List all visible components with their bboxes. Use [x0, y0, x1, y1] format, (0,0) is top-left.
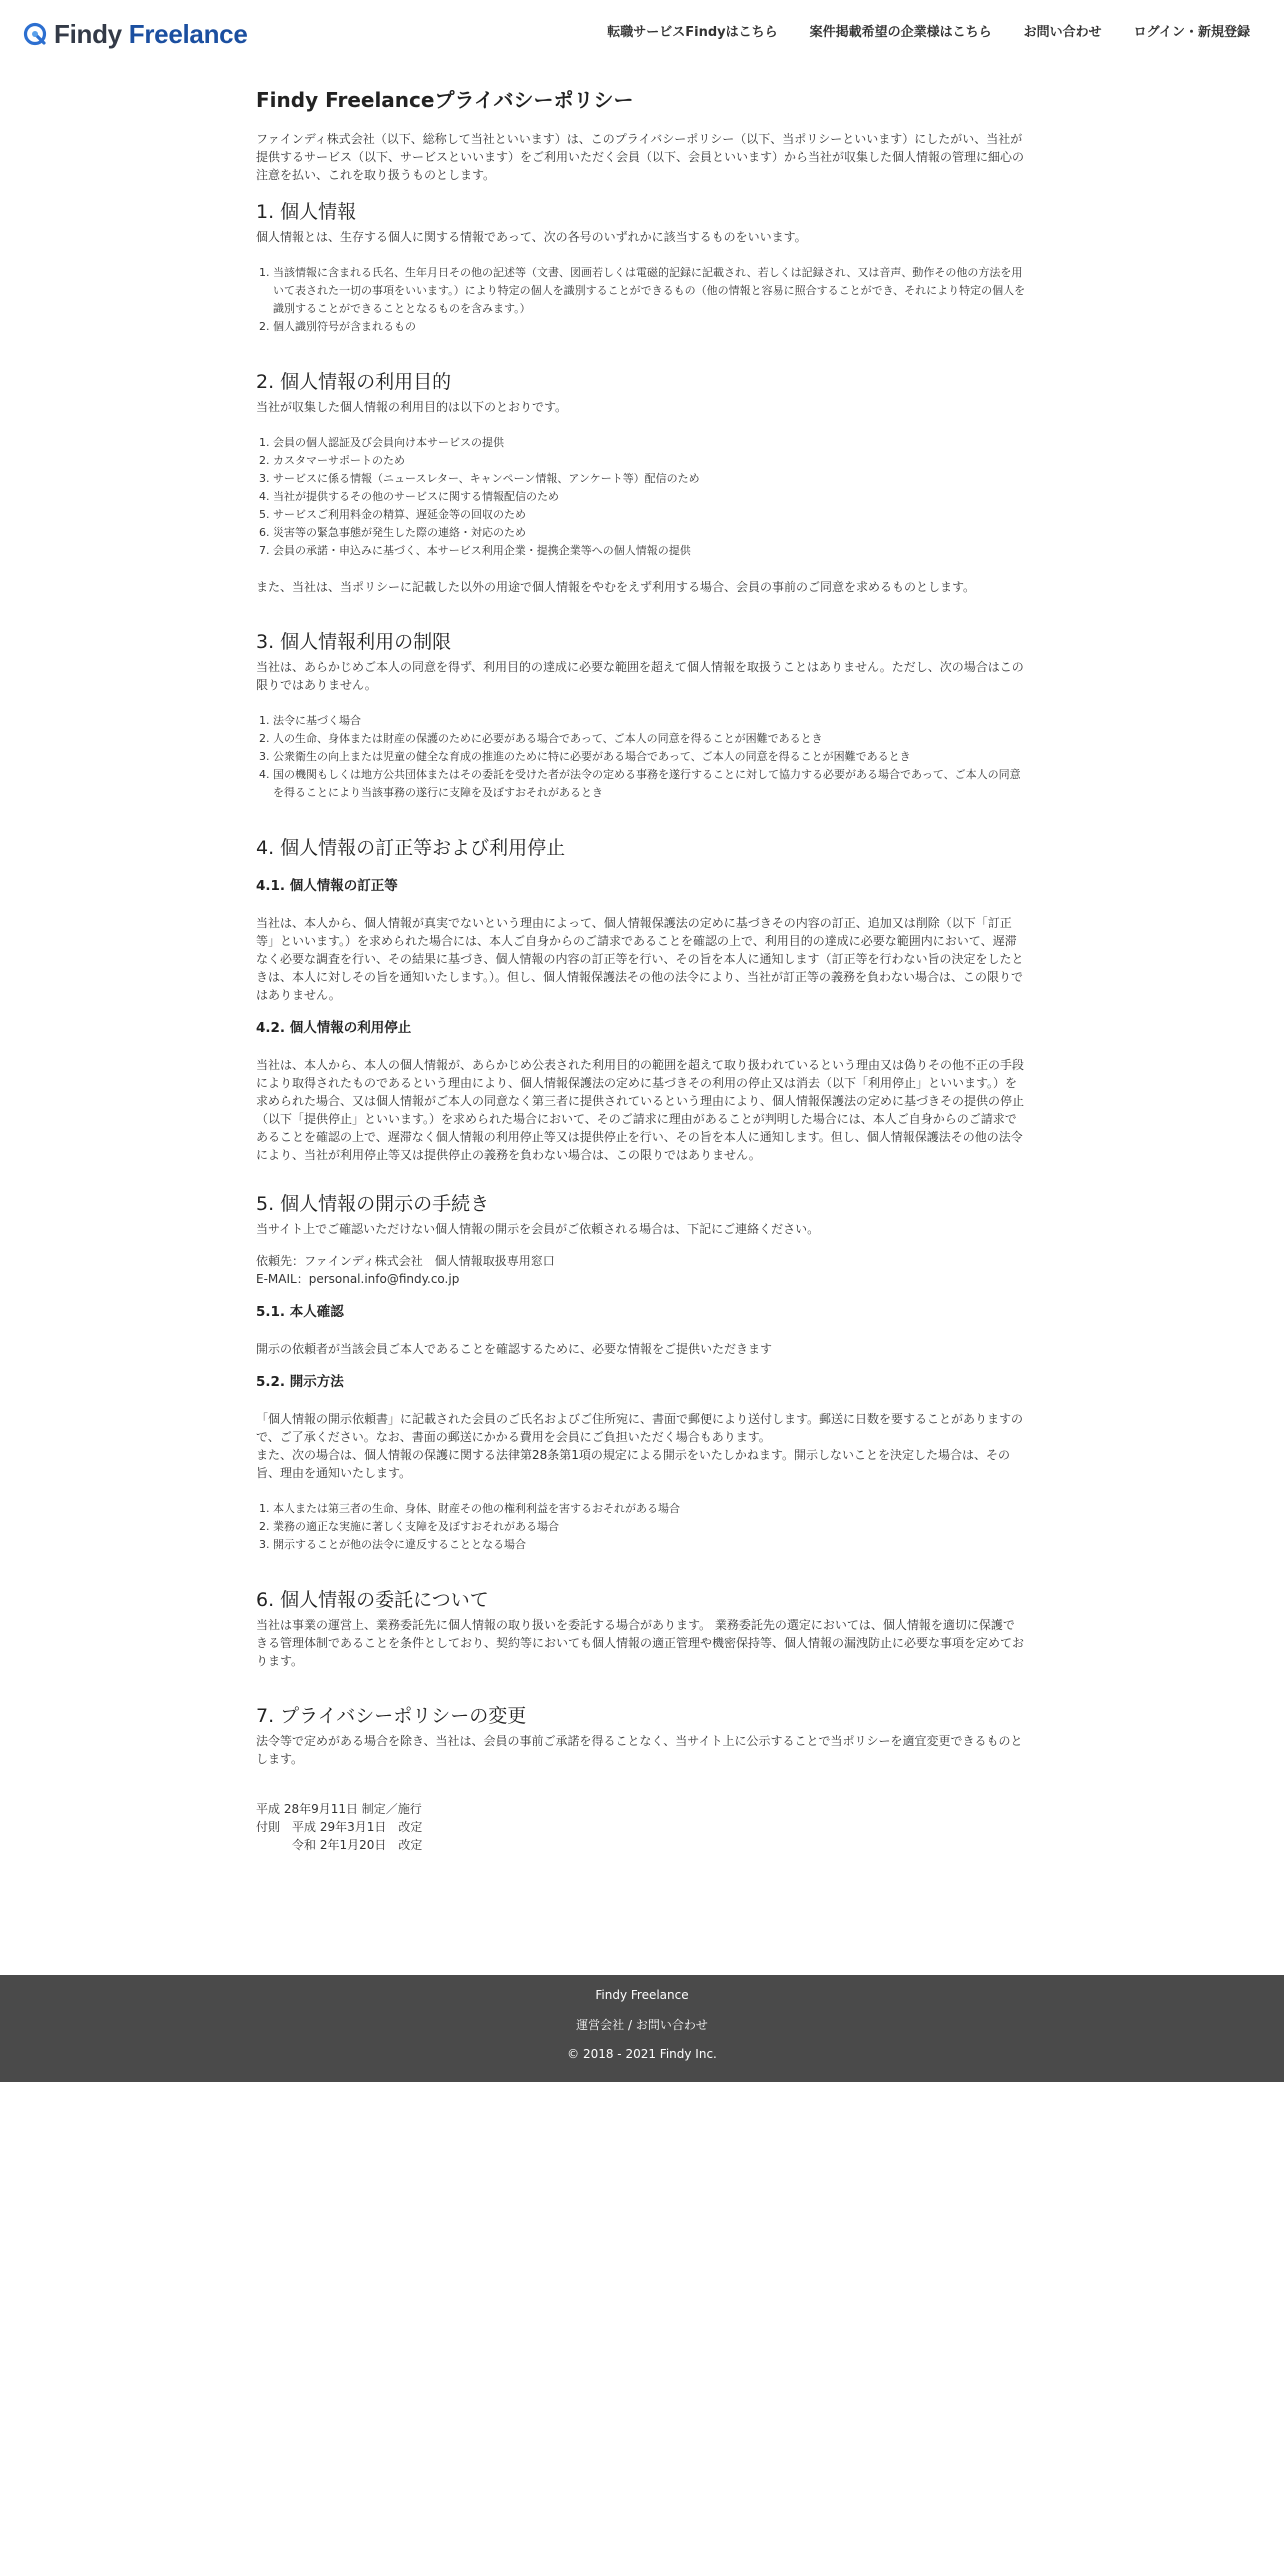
revision-line: 付則 平成 29年3月1日 改定: [256, 1820, 423, 1834]
section-2-heading: 2. 個人情報の利用目的: [256, 371, 452, 393]
section-3-heading: 3. 個人情報利用の制限: [256, 631, 452, 653]
list-item: 1. 会員の個人認証及び会員向け本サービスの提供: [259, 436, 504, 449]
footer-links: [0, 2016, 1284, 2034]
nav-login-signup-link[interactable]: ログイン・新規登録: [1133, 25, 1250, 40]
intro-paragraph: ファインディ株式会社（以下、総称して当社といいます）は、このプライバシーポリシー（以下、当ポリシーといいます）にしたがい、当社が提供するサービス（以下、サービスといいます）をご利用いただく会員（以下、会員といいます）から当社が収集した個人情報の管理に細心の注意を払い、これを取り扱うものとします。: [256, 132, 1025, 182]
list-item: 2. カスタマーサポートのため: [259, 454, 405, 467]
findy-logo-icon: [22, 21, 48, 47]
section-4-heading: 4. 個人情報の訂正等および利用停止: [256, 837, 566, 859]
section-2-note: また、当社は、当ポリシーに記載した以外の用途で個人情報をやむをえず利用する場合、会員の事前のご同意を求めるものとします。: [256, 580, 976, 594]
section-7-heading: 7. プライバシーポリシーの変更: [256, 1705, 527, 1727]
section-7-body: 法令等で定めがある場合を除き、当社は、会員の事前ご承諾を得ることなく、当サイト上に公示することで当ポリシーを適宜変更できるものとします。: [256, 1734, 1023, 1766]
section-6-body: 当社は事業の運営上、業務委託先に個人情報の取り扱いを委託する場合があります。 業務委託先の選定においては、個人情報を適切に保護できる管理体制であることを条件としており、契約等においても個人情報の適正管理や機密保持等、個人情報の漏洩防止に必要な事項を定めております。: [256, 1618, 1025, 1668]
list-item: 4. 当社が提供するその他のサービスに関する情報配信のため: [259, 490, 559, 503]
section-1-list: [256, 264, 1026, 336]
nav-contact-link[interactable]: お問い合わせ: [1023, 25, 1102, 40]
section-4-2-body: 当社は、本人から、本人の個人情報が、あらかじめ公表された利用目的の範囲を超えて取り扱われているという理由又は偽りその他不正の手段により取得されたものであるという理由により、個人情報保護法の定めに基づきその利用の停止又は消去（以下「利用停止」といいます。）を求められた場合、又は個人情報がご本人の同意なく第三者に提供されているという理由により、個人情報保護法の定めに基づきその提供の停止（以下「提供停止」といいます。）を求められた場合において、そのご請求に理由があることが判明した場合には、本人ご自身からのご請求であることを確認の上で、遅滞なく個人情報の利用停止等又は提供停止を行い、その旨を本人に通知します。但し、個人情報保護法その他の法令により、当社が利用停止等又は提供停止の義務を負わない場合は、この限りではありません。: [256, 1058, 1025, 1162]
list-item: 6. 災害等の緊急事態が発生した際の連絡・対応のため: [259, 526, 526, 539]
footer-brand: Findy Freelance: [595, 1988, 689, 2002]
footer-contact-link[interactable]: お問い合わせ: [635, 2018, 708, 2032]
list-item: 1. 当該情報に含まれる氏名、生年月日その他の記述等（文書、図画若しくは電磁的記録に記載され、若しくは記録され、又は音声、動作その他の方法を用いて表された一切の事項をいいます。）により特定の個人を識別することができるもの（他の情報と容易に照合することができ、それにより特定の個人を識別することができることとなるものを含みます。）: [259, 266, 1026, 315]
site-logo[interactable]: [22, 18, 248, 50]
footer-copyright: © 2018 - 2021 Findy Inc.: [567, 2047, 717, 2061]
logo-text: Findy Freelance: [54, 18, 248, 49]
contact-desk: 依頼先：ファインディ株式会社 個人情報取扱専用窓口: [256, 1254, 555, 1268]
list-item: 1. 法令に基づく場合: [259, 714, 361, 727]
section-5-2-body: 「個人情報の開示依頼書」に記載された会員のご氏名およびご住所宛に、書面で郵便により送付します。郵送に日数を要することがありますので、ご了承ください。なお、書面の郵送にかかる費用を会員にご負担いただく場合もあります。: [256, 1412, 1024, 1444]
list-item: 4. 国の機関もしくは地方公共団体またはその委託を受けた者が法令の定める事務を遂行することに対して協力する必要がある場合であって、ご本人の同意を得ることにより当該事務の遂行に支障を及ぼすおそれがあるとき: [259, 768, 1021, 799]
section-5-1-body: 開示の依頼者が当該会員ご本人であることを確認するために、必要な情報をご提供いただきます: [256, 1342, 773, 1356]
list-item: 3. サービスに係る情報（ニュースレター、キャンペーン情報、アンケート等）配信のため: [259, 472, 700, 485]
list-item: 2. 人の生命、身体または財産の保護のために必要がある場合であって、ご本人の同意を得ることが困難であるとき: [259, 732, 823, 745]
site-footer: [0, 1975, 1284, 2082]
nav-findy-career-link[interactable]: 転職サービスFindyはこちら: [607, 25, 778, 40]
footer-link-separator: /: [624, 2018, 636, 2032]
section-5-body: 当サイト上でご確認いただけない個人情報の開示を会員がご依頼される場合は、下記にご連絡ください。: [256, 1222, 820, 1236]
section-4-1-heading: 4.1. 個人情報の訂正等: [256, 878, 398, 894]
revision-line: 平成 28年9月11日 制定／施行: [256, 1802, 422, 1816]
section-6-heading: 6. 個人情報の委託について: [256, 1589, 489, 1611]
section-5-1-heading: 5.1. 本人確認: [256, 1304, 344, 1320]
section-2-list: [256, 434, 1026, 560]
section-1-heading: 1. 個人情報: [256, 201, 357, 223]
section-2-body: 当社が収集した個人情報の利用目的は以下のとおりです。: [256, 400, 568, 414]
revision-history: [256, 1800, 1026, 1854]
list-item: 5. サービスご利用料金の精算、遅延金等の回収のため: [259, 508, 526, 521]
list-item: 3. 公衆衛生の向上または児童の健全な育成の推進のために特に必要がある場合であって、ご本人の同意を得ることが困難であるとき: [259, 750, 911, 763]
revision-line: 令和 2年1月20日 改定: [256, 1838, 423, 1852]
section-1-body: 個人情報とは、生存する個人に関する情報であって、次の各号のいずれかに該当するものをいいます。: [256, 230, 807, 244]
section-5-list: [256, 1500, 1026, 1554]
site-header: [0, 0, 1284, 68]
footer-company-link[interactable]: 運営会社: [576, 2018, 625, 2032]
list-item: 7. 会員の承諾・申込みに基づく、本サービス利用企業・提携企業等への個人情報の提供: [259, 544, 691, 557]
list-item: 1. 本人または第三者の生命、身体、財産その他の権利利益を害するおそれがある場合: [259, 1502, 680, 1515]
list-item: 3. 開示することが他の法令に違反することとなる場合: [259, 1538, 526, 1551]
section-5-2-heading: 5.2. 開示方法: [256, 1374, 344, 1390]
policy-content: [256, 84, 1026, 1854]
header-nav: [607, 22, 1250, 44]
section-5-heading: 5. 個人情報の開示の手続き: [256, 1193, 490, 1215]
section-3-list: [256, 712, 1026, 802]
contact-email: E-MAIL：personal.info@findy.co.jp: [256, 1272, 460, 1286]
page-title: Findy Freelanceプライバシーポリシー: [256, 88, 634, 112]
list-item: 2. 業務の適正な実施に著しく支障を及ぼすおそれがある場合: [259, 1520, 559, 1533]
section-3-body: 当社は、あらかじめご本人の同意を得ず、利用目的の達成に必要な範囲を超えて個人情報を取扱うことはありません。ただし、次の場合はこの限りではありません。: [256, 660, 1024, 692]
section-4-2-heading: 4.2. 個人情報の利用停止: [256, 1020, 412, 1036]
section-5-2-body-2: また、次の場合は、個人情報の保護に関する法律第28条第1項の規定による開示をいたしかねます。開示しないことを決定した場合は、その旨、理由を通知いたします。: [256, 1448, 1010, 1480]
section-4-1-body: 当社は、本人から、個人情報が真実でないという理由によって、個人情報保護法の定めに基づきその内容の訂正、追加又は削除（以下「訂正等」といいます。）を求められた場合には、本人ご自身からのご請求であることを確認の上で、利用目的の達成に必要な範囲内において、遅滞なく必要な調査を行い、その結果に基づき、個人情報の内容の訂正等を行い、その旨を本人に通知します（訂正等を行わない旨の決定をしたときは、本人に対しその旨を通知いたします。）。但し、個人情報保護法その他の法令により、当社が訂正等の義務を負わない場合は、この限りではありません。: [256, 916, 1024, 1002]
nav-company-listing-link[interactable]: 案件掲載希望の企業様はこちら: [809, 25, 992, 40]
list-item: 2. 個人識別符号が含まれるもの: [259, 320, 416, 333]
